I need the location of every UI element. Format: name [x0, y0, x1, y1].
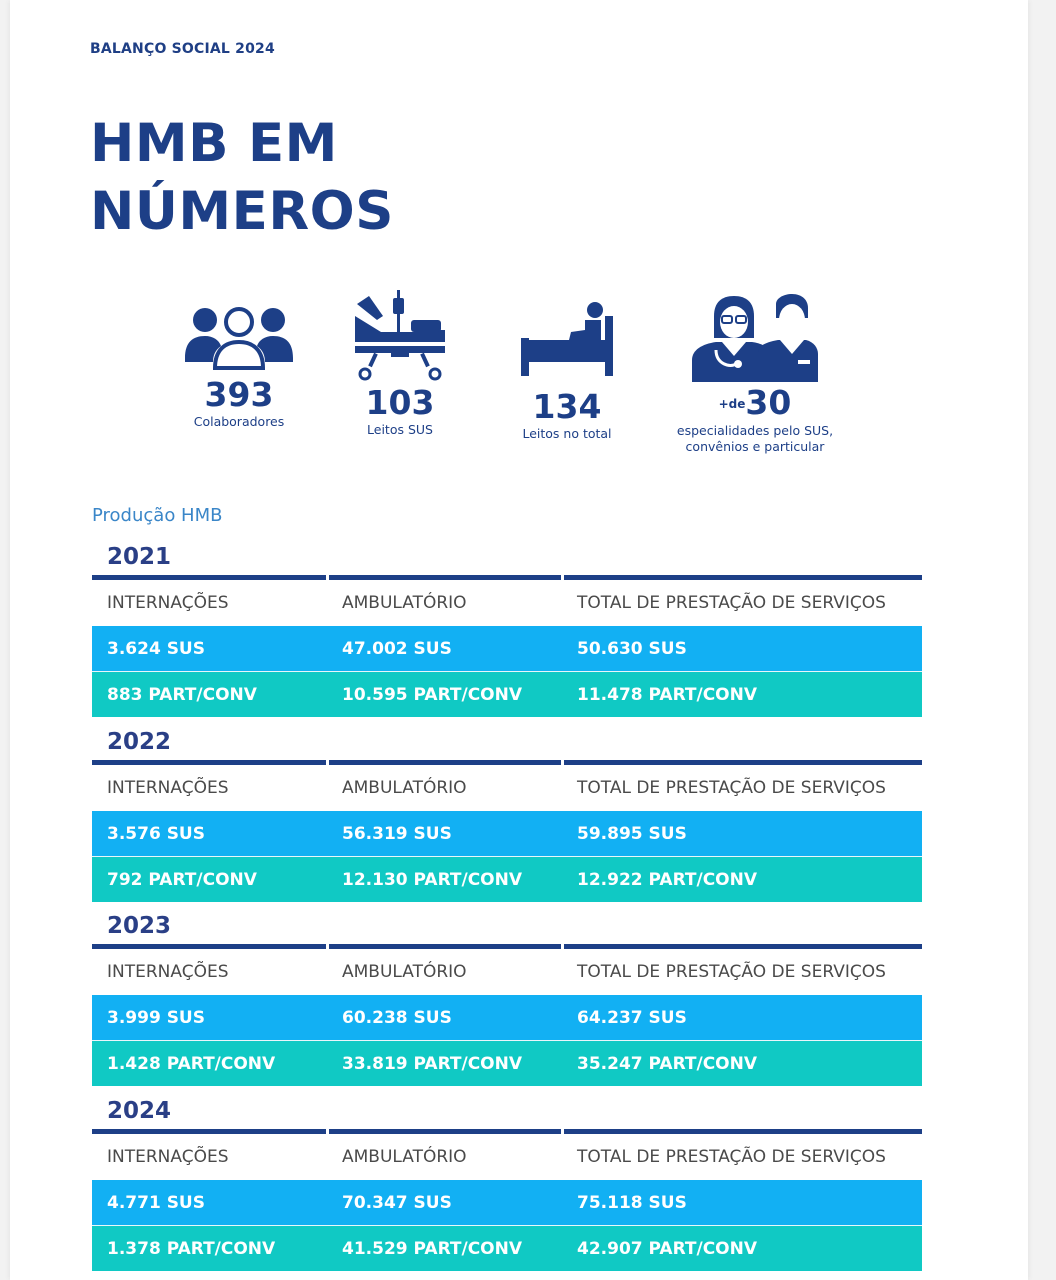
table-row-sus — [92, 1180, 922, 1226]
stat-beds-total — [508, 300, 626, 442]
column-header: INTERNAÇÕES — [107, 778, 229, 798]
column-header: INTERNAÇÕES — [107, 593, 229, 613]
column-header: TOTAL DE PRESTAÇÃO DE SERVIÇOS — [577, 593, 886, 613]
table-cell: 3.999 SUS — [107, 1007, 205, 1028]
table-cell: 50.630 SUS — [577, 638, 687, 659]
section-title: Produção HMB — [92, 505, 223, 526]
column-divider — [326, 574, 329, 580]
table-cell: 3.624 SUS — [107, 638, 205, 659]
table-row-part — [92, 1226, 922, 1271]
year-table-2021 — [92, 540, 922, 717]
doctors-icon — [692, 294, 818, 382]
table-header-row — [92, 949, 922, 995]
stat-value: 134 — [532, 387, 602, 426]
column-header: TOTAL DE PRESTAÇÃO DE SERVIÇOS — [577, 1147, 886, 1167]
column-divider — [561, 759, 564, 765]
table-cell: 33.819 PART/CONV — [342, 1053, 523, 1074]
hospital-bed-iv-icon — [351, 290, 449, 382]
column-header: AMBULATÓRIO — [342, 962, 467, 982]
year-heading: 2022 — [92, 725, 922, 765]
stat-label-line-1: especialidades pelo SUS, — [676, 423, 834, 438]
table-cell: 12.130 PART/CONV — [342, 869, 523, 890]
column-header: AMBULATÓRIO — [342, 1147, 467, 1167]
stat-collaborators — [178, 300, 300, 430]
table-header-row — [92, 580, 922, 626]
column-divider — [326, 759, 329, 765]
table-cell: 4.771 SUS — [107, 1192, 205, 1213]
table-cell: 883 PART/CONV — [107, 684, 257, 705]
column-divider — [326, 943, 329, 949]
column-divider — [561, 1128, 564, 1134]
column-header: INTERNAÇÕES — [107, 1147, 229, 1167]
table-cell: 11.478 PART/CONV — [577, 684, 758, 705]
table-cell: 10.595 PART/CONV — [342, 684, 523, 705]
title-line-2: NÚMEROS — [90, 181, 394, 242]
table-header-row — [92, 1134, 922, 1180]
stat-beds-sus — [345, 290, 455, 438]
stat-prefix: +de — [718, 397, 746, 411]
stat-label: Leitos no total — [522, 426, 612, 441]
year-heading: 2024 — [92, 1094, 922, 1134]
table-cell: 59.895 SUS — [577, 823, 687, 844]
table-row-sus — [92, 995, 922, 1041]
table-row-part — [92, 1041, 922, 1086]
table-cell: 47.002 SUS — [342, 638, 452, 659]
table-cell: 60.238 SUS — [342, 1007, 452, 1028]
column-header: AMBULATÓRIO — [342, 778, 467, 798]
year-table-2024 — [92, 1094, 922, 1271]
table-cell: 41.529 PART/CONV — [342, 1238, 523, 1259]
table-cell: 3.576 SUS — [107, 823, 205, 844]
table-row-part — [92, 857, 922, 902]
column-divider — [326, 1128, 329, 1134]
stat-label-line-2: convênios e particular — [685, 439, 825, 454]
year-heading: 2023 — [92, 909, 922, 949]
stat-value: 103 — [365, 383, 435, 422]
column-divider — [561, 943, 564, 949]
report-kicker: BALANÇO SOCIAL 2024 — [90, 41, 275, 57]
table-cell: 64.237 SUS — [577, 1007, 687, 1028]
table-row-sus — [92, 626, 922, 672]
column-header: INTERNAÇÕES — [107, 962, 229, 982]
table-cell: 56.319 SUS — [342, 823, 452, 844]
stat-label: Colaboradores — [193, 414, 285, 429]
stat-specialties — [670, 294, 840, 455]
table-cell: 792 PART/CONV — [107, 869, 257, 890]
year-table-2022 — [92, 725, 922, 902]
year-heading: 2021 — [92, 540, 922, 580]
table-header-row — [92, 765, 922, 811]
year-table-2023 — [92, 909, 922, 1086]
patient-bed-icon — [519, 300, 615, 378]
stat-value: 393 — [204, 375, 274, 414]
column-header: TOTAL DE PRESTAÇÃO DE SERVIÇOS — [577, 778, 886, 798]
table-cell: 42.907 PART/CONV — [577, 1238, 758, 1259]
table-cell: 75.118 SUS — [577, 1192, 687, 1213]
table-cell: 1.428 PART/CONV — [107, 1053, 276, 1074]
table-cell: 35.247 PART/CONV — [577, 1053, 758, 1074]
stat-label — [670, 423, 840, 455]
stat-label: Leitos SUS — [367, 422, 433, 437]
column-divider — [561, 574, 564, 580]
table-cell: 12.922 PART/CONV — [577, 869, 758, 890]
table-row-part — [92, 672, 922, 717]
page-title — [90, 110, 394, 246]
title-line-1: HMB EM — [90, 113, 338, 174]
table-cell: 1.378 PART/CONV — [107, 1238, 276, 1259]
table-cell: 70.347 SUS — [342, 1192, 452, 1213]
column-header: AMBULATÓRIO — [342, 593, 467, 613]
stat-number: 30 — [745, 383, 792, 422]
table-row-sus — [92, 811, 922, 857]
stat-value — [670, 383, 840, 422]
people-icon — [185, 300, 293, 370]
column-header: TOTAL DE PRESTAÇÃO DE SERVIÇOS — [577, 962, 886, 982]
